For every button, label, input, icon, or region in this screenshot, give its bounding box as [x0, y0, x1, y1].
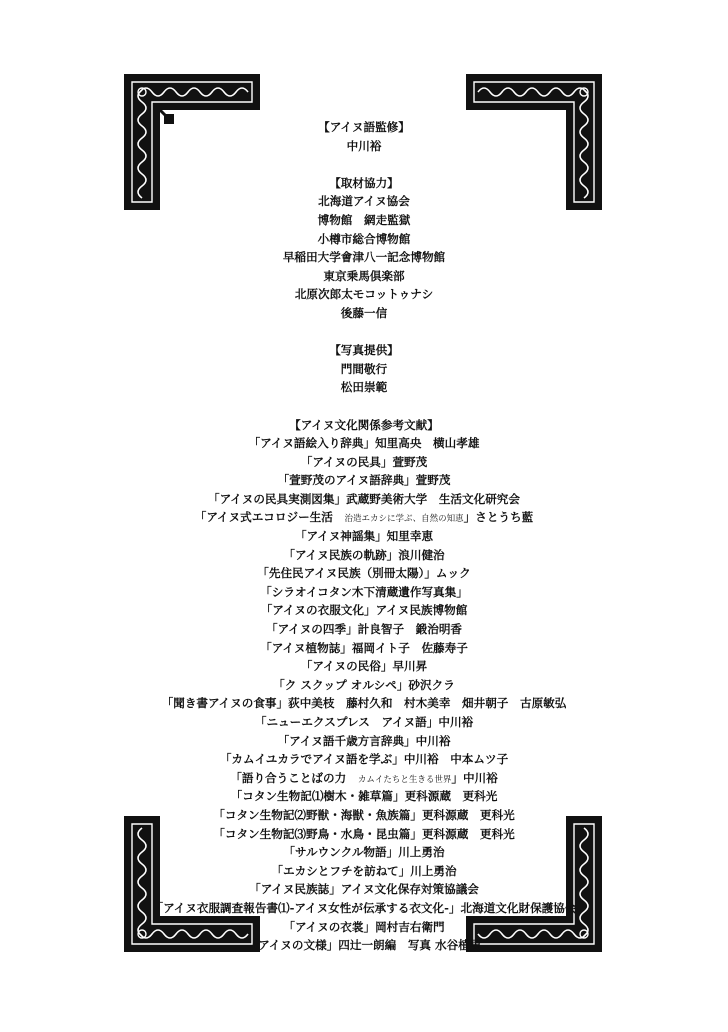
reference-line: 「アイヌの文様」四辻一朗編 写真 水谷植男	[246, 938, 482, 953]
reference-line: 「サルウンクル物語」川上勇治	[283, 845, 445, 860]
reference-line: 「アイヌ語絵入り辞典」知里高央 横山孝雄	[248, 436, 480, 451]
reference-line	[0, 508, 728, 527]
reference-author: 」さとうち藍	[463, 510, 534, 525]
reference-line: 「コタン生物記⑴樹木・雑草篇」更科源蔵 更科光	[230, 789, 498, 804]
reference-title: 「アイヌ式エコロジー生活	[194, 510, 333, 525]
reference-line: 「聞き書アイヌの食事」荻中美枝 藤村久和 村木美幸 畑井朝子 古原敏弘	[161, 696, 567, 711]
section-ainu-supervision	[0, 118, 728, 155]
reference-line: 「アイヌ民族の軌跡」浪川健治	[283, 547, 445, 562]
section-heading: 【アイヌ語監修】	[318, 120, 410, 134]
reference-line: 「先住民アイヌ民族（別冊太陽）」ムック	[257, 566, 471, 581]
credit-line: 門間敬行	[340, 361, 388, 376]
credit-line: 東京乗馬倶楽部	[323, 268, 405, 283]
credit-line: 中川裕	[346, 138, 382, 153]
reference-line	[0, 769, 728, 788]
reference-subtitle: 治造エカシに学ぶ、自然の知恵	[344, 514, 464, 525]
reference-line: 「アイヌの民具」萱野茂	[300, 454, 428, 469]
section-heading: 【アイヌ文化関係参考文献】	[289, 417, 439, 432]
reference-line: 「アイヌ語千歳方言辞典」中川裕	[277, 733, 451, 748]
credit-line: 北原次郎太モコットゥナシ	[294, 287, 434, 302]
reference-line: 「コタン生物記⑵野獣・海獣・魚族篇」更科源蔵 更科光	[213, 807, 515, 822]
section-references	[0, 416, 728, 955]
section-cooperation	[0, 174, 728, 323]
section-heading: 【写真提供】	[329, 343, 399, 358]
credit-line: 松田崇範	[340, 380, 388, 395]
credits-block	[0, 118, 728, 955]
reference-line: 「コタン生物記⑶野鳥・水鳥・昆虫篇」更科源蔵 更科光	[213, 826, 515, 841]
reference-line: 「ク スクップ オルシペ」砂沢クラ	[273, 677, 455, 692]
reference-line: 「アイヌ衣服調査報告書⑴-アイヌ女性が伝承する衣文化-」北海道文化財保護協会	[151, 900, 577, 915]
reference-line: 「アイヌ民族誌」アイヌ文化保存対策協議会	[249, 882, 479, 897]
reference-line: 「アイヌの衣裳」岡村吉右衛門	[283, 919, 445, 934]
reference-line: 「ニューエクスプレス アイヌ語」中川裕	[254, 715, 474, 729]
reference-line: 「シラオイコタン木下清蔵遺作写真集」	[260, 584, 468, 599]
reference-line: 「カムイユカラでアイヌ語を学ぶ」中川裕 中本ムツ子	[219, 752, 509, 767]
reference-title: 「語り合うことばの力	[230, 770, 347, 785]
reference-line: 「アイヌの衣服文化」アイヌ民族博物館	[260, 603, 468, 618]
reference-line: 「エカシとフチを訪ねて」川上勇治	[271, 863, 457, 878]
reference-line: 「アイヌの民俗」早川昇	[300, 659, 428, 674]
credit-line: 小樽市総合博物館	[317, 231, 411, 246]
reference-line: 「アイヌの四季」計良智子 鍛治明香	[265, 622, 463, 637]
reference-subtitle: カムイたちと生きる世界	[357, 774, 452, 785]
reference-line: 「アイヌ植物誌」福岡イト子 佐藤寿子	[260, 640, 468, 655]
credit-line: 北海道アイヌ協会	[318, 194, 410, 209]
section-heading: 【取材協力】	[329, 175, 399, 190]
reference-line: 「萱野茂のアイヌ語辞典」萱野茂	[277, 473, 451, 488]
reference-line: 「アイヌの民具実測図集」武蔵野美術大学 生活文化研究会	[208, 491, 520, 506]
section-photos	[0, 341, 728, 397]
reference-line: 「アイヌ神謡集」知里幸恵	[294, 529, 434, 544]
credit-line: 早稲田大学會津八一記念博物館	[282, 250, 446, 265]
credit-line: 博物館 網走監獄	[317, 212, 411, 227]
credit-line: 後藤一信	[340, 305, 388, 320]
reference-author: 」中川裕	[451, 770, 498, 785]
